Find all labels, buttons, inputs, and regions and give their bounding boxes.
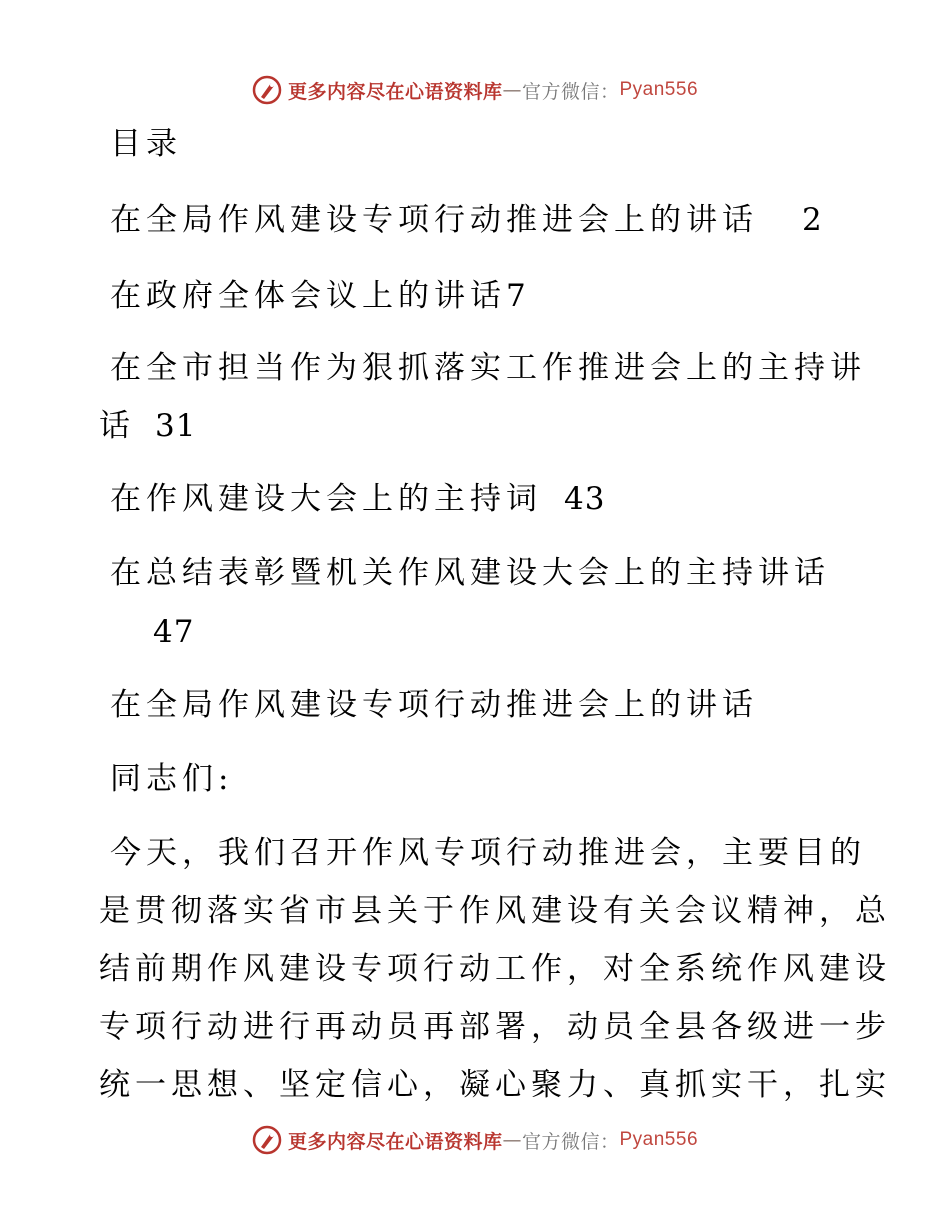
- watermark-dash: —: [502, 1129, 522, 1151]
- toc-entry-page: 31: [155, 408, 197, 444]
- paragraph-line-4: 专项行动进行再动员再部署，动员全县各级进一步: [99, 1009, 891, 1045]
- toc-entry-title: 在总结表彰暨机关作风建设大会上的主持讲话: [110, 555, 830, 591]
- toc-entry-3[interactable]: [110, 350, 866, 386]
- toc-entry-2[interactable]: [110, 278, 527, 314]
- header-watermark: [0, 70, 950, 110]
- toc-entry-title: 在全市担当作为狠抓落实工作推进会上的主持讲: [110, 350, 866, 386]
- toc-heading: 目录: [110, 126, 182, 162]
- toc-entry-1[interactable]: [110, 202, 823, 238]
- watermark-brand: 更多内容尽在心语资料库: [287, 80, 503, 103]
- toc-entry-page: 47: [153, 614, 195, 650]
- watermark-wechat: Pyan556: [619, 79, 699, 100]
- paragraph-line-2: 是贯彻落实省市县关于作风建设有关会议精神，总: [99, 893, 891, 929]
- watermark-official: 官方微信：: [521, 1130, 620, 1153]
- toc-entry-title-cont: 话: [99, 408, 135, 444]
- toc-entry-5[interactable]: [110, 555, 830, 591]
- article-salutation: 同志们:: [110, 761, 234, 797]
- paragraph-line-1: 今天，我们召开作风专项行动推进会，主要目的: [110, 835, 866, 871]
- article-title: 在全局作风建设专项行动推进会上的讲话: [110, 687, 758, 723]
- toc-entry-5-page[interactable]: [153, 614, 195, 650]
- toc-entry-3-cont[interactable]: [99, 408, 197, 444]
- footer-watermark: [0, 1120, 950, 1160]
- watermark-official: 官方微信：: [521, 80, 620, 103]
- paragraph-line-3: 结前期作风建设专项行动工作，对全系统作风建设: [99, 951, 891, 987]
- toc-entry-title: 在全局作风建设专项行动推进会上的讲话: [110, 202, 758, 238]
- paragraph-line-5: 统一思想、坚定信心，凝心聚力、真抓实干，扎实: [99, 1067, 891, 1103]
- toc-entry-page: 43: [564, 481, 606, 517]
- watermark-wechat: Pyan556: [619, 1129, 699, 1150]
- toc-entry-title: 在政府全体会议上的讲话: [110, 278, 506, 314]
- pen-logo-icon: [252, 1125, 282, 1155]
- watermark-brand: 更多内容尽在心语资料库: [287, 1130, 503, 1153]
- toc-entry-title: 在作风建设大会上的主持词: [110, 481, 542, 517]
- toc-entry-4[interactable]: [110, 481, 606, 517]
- watermark-dash: —: [502, 79, 522, 101]
- toc-entry-page: 7: [506, 278, 527, 314]
- toc-entry-page: 2: [802, 202, 823, 238]
- pen-logo-icon: [252, 75, 282, 105]
